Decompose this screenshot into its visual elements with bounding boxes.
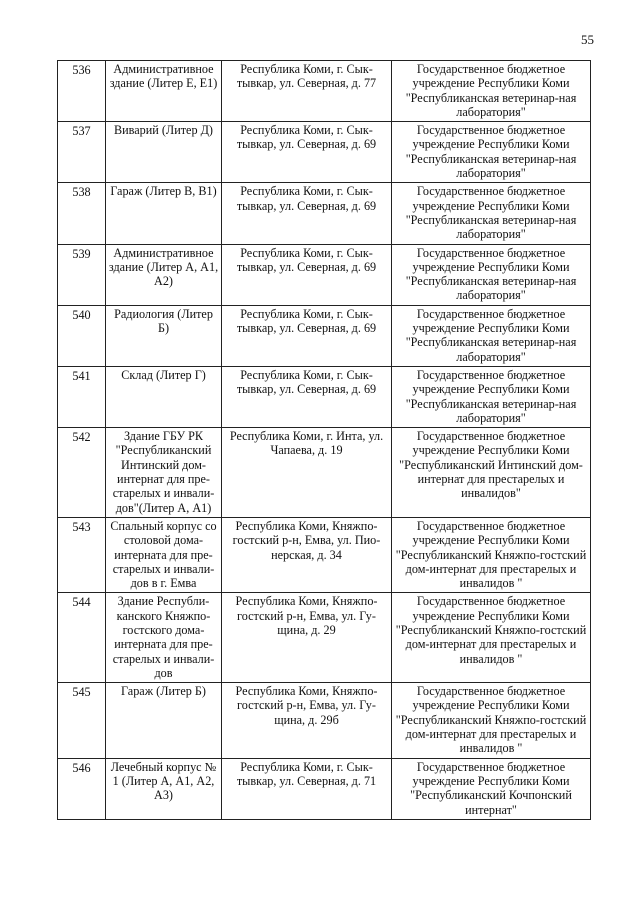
address-cell: Республика Коми, Княжпо-гостский р-н, Емва, ул. Гу-щина, д. 29 [222,593,392,683]
organization-cell: Государственное бюджетное учреждение Республики Коми "Республиканская ветеринар-ная лаборатория" [392,305,591,366]
organization-cell: Государственное бюджетное учреждение Республики Коми "Республиканская ветеринар-ная лаборатория" [392,183,591,244]
row-number-cell: 543 [58,517,106,592]
address-cell: Республика Коми, г. Сык-тывкар, ул. Северная, д. 69 [222,183,392,244]
object-name-cell: Виварий (Литер Д) [106,122,222,183]
organization-cell: Государственное бюджетное учреждение Республики Коми "Республиканский Княжпо-гостский дом-интернат для престарелых и инвалидов " [392,593,591,683]
address-cell: Республика Коми, г. Сык-тывкар, ул. Северная, д. 71 [222,758,392,819]
organization-cell: Государственное бюджетное учреждение Республики Коми "Республиканский Интинский дом-интернат для престарелых и инвалидов" [392,428,591,518]
organization-cell: Государственное бюджетное учреждение Республики Коми "Республиканская ветеринар-ная лаборатория" [392,366,591,427]
row-number-cell: 539 [58,244,106,305]
object-name-cell: Гараж (Литер В, В1) [106,183,222,244]
object-name-cell: Спальный корпус со столовой дома-интерната для пре-старелых и инвали-дов в г. Емва [106,517,222,592]
row-number-cell: 540 [58,305,106,366]
organization-cell: Государственное бюджетное учреждение Республики Коми "Республиканский Кочпонский интернат" [392,758,591,819]
table-row [58,758,591,819]
table-row [58,593,591,683]
organization-cell: Государственное бюджетное учреждение Республики Коми "Республиканский Княжпо-гостский дом-интернат для престарелых и инвалидов " [392,683,591,758]
object-name-cell: Административное здание (Литер А, А1, А2) [106,244,222,305]
address-cell: Республика Коми, Княжпо-гостский р-н, Емва, ул. Гу-щина, д. 29б [222,683,392,758]
object-name-cell: Гараж (Литер Б) [106,683,222,758]
organization-cell: Государственное бюджетное учреждение Республики Коми "Республиканский Княжпо-гостский дом-интернат для престарелых и инвалидов " [392,517,591,592]
row-number-cell: 544 [58,593,106,683]
table-row [58,366,591,427]
row-number-cell: 538 [58,183,106,244]
table-row [58,428,591,518]
table-row [58,683,591,758]
row-number-cell: 542 [58,428,106,518]
row-number-cell: 537 [58,122,106,183]
row-number-cell: 536 [58,61,106,122]
address-cell: Республика Коми, г. Сык-тывкар, ул. Северная, д. 69 [222,244,392,305]
table-row [58,122,591,183]
table-row [58,517,591,592]
object-name-cell: Лечебный корпус № 1 (Литер А, А1, А2, А3) [106,758,222,819]
object-name-cell: Склад (Литер Г) [106,366,222,427]
object-name-cell: Здание Республи-канского Княжпо-гостского дома-интерната для пре-старелых и инвали-дов [106,593,222,683]
table-row [58,61,591,122]
address-cell: Республика Коми, г. Инта, ул. Чапаева, д. 19 [222,428,392,518]
table-row [58,244,591,305]
row-number-cell: 546 [58,758,106,819]
address-cell: Республика Коми, г. Сык-тывкар, ул. Северная, д. 69 [222,305,392,366]
object-name-cell: Радиология (Литер Б) [106,305,222,366]
page-number: 55 [581,32,594,47]
address-cell: Республика Коми, г. Сык-тывкар, ул. Северная, д. 69 [222,122,392,183]
table-body [58,61,591,820]
object-name-cell: Административное здание (Литер Е, Е1) [106,61,222,122]
organization-cell: Государственное бюджетное учреждение Республики Коми "Республиканская ветеринар-ная лаборатория" [392,61,591,122]
address-cell: Республика Коми, Княжпо-гостский р-н, Емва, ул. Пио-нерская, д. 34 [222,517,392,592]
organization-cell: Государственное бюджетное учреждение Республики Коми "Республиканская ветеринар-ная лаборатория" [392,244,591,305]
property-registry-table [57,60,591,820]
object-name-cell: Здание ГБУ РК "Республиканский Интинский дом-интернат для пре-старелых и инвали-дов"(Литер А, А1) [106,428,222,518]
table-row [58,183,591,244]
organization-cell: Государственное бюджетное учреждение Республики Коми "Республиканская ветеринар-ная лаборатория" [392,122,591,183]
address-cell: Республика Коми, г. Сык-тывкар, ул. Северная, д. 69 [222,366,392,427]
table-row [58,305,591,366]
address-cell: Республика Коми, г. Сык-тывкар, ул. Северная, д. 77 [222,61,392,122]
row-number-cell: 541 [58,366,106,427]
row-number-cell: 545 [58,683,106,758]
